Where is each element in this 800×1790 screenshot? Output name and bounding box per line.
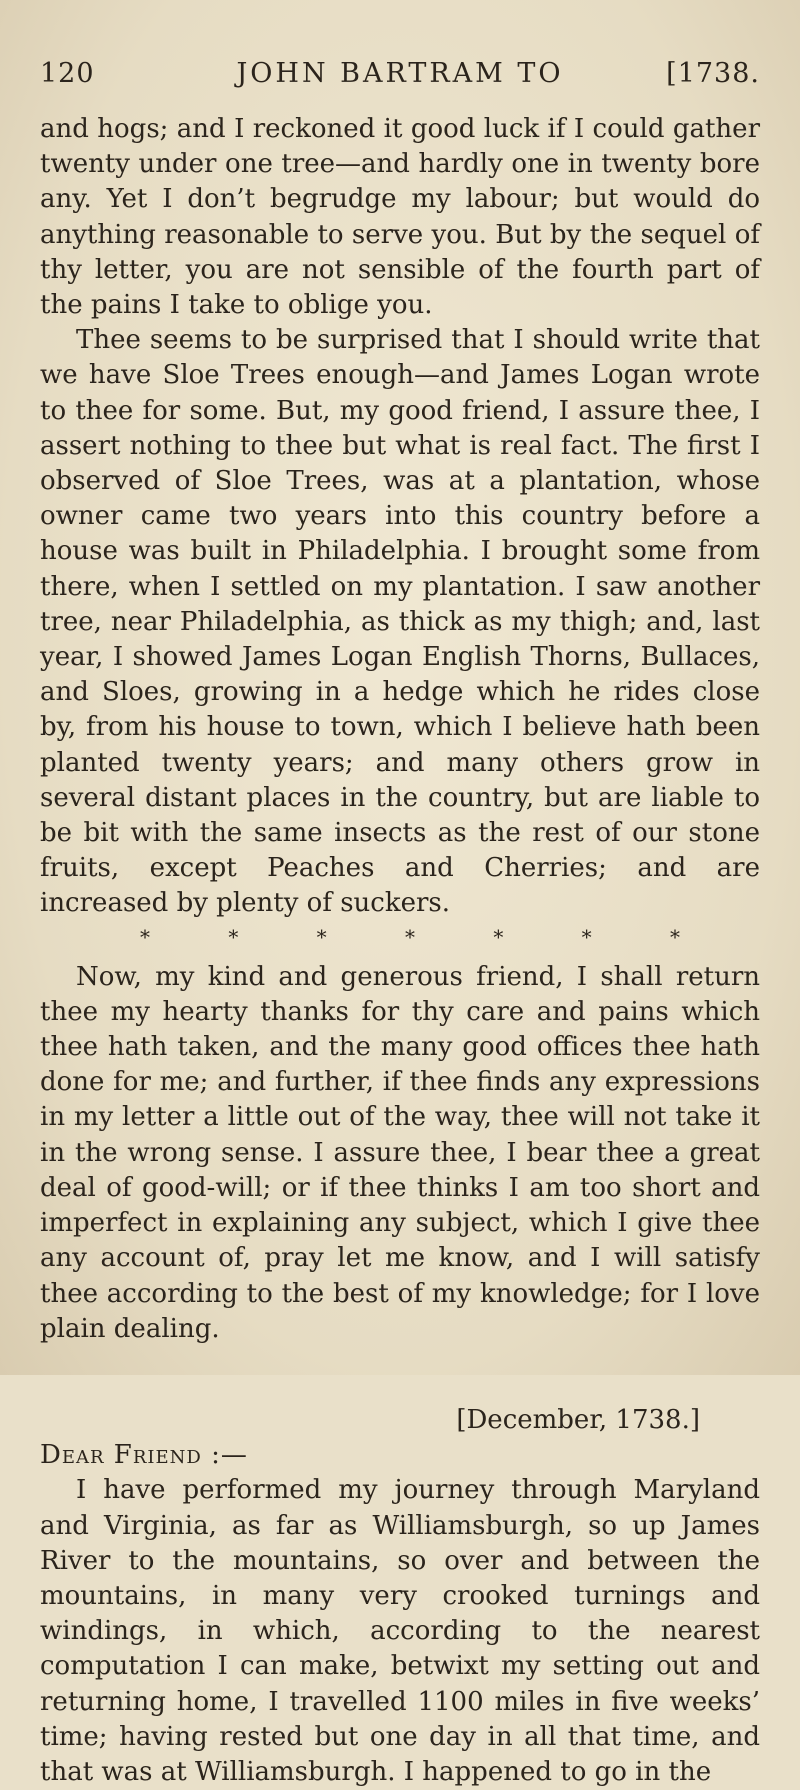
- header-year: [1738.: [666, 58, 760, 89]
- paragraph-thanks: Now, my kind and generous friend, I shall return thee my hearty thanks for thy care and pains which thee hath taken, and the many good offices thee hath done for me; and further, if thee finds any expressions in my letter a little out of the way, thee will not take it in the wrong sense. I assure thee, I bear thee a great deal of good-will; or if thee thinks I am too short and imperfect in explaining any subject, which I give thee any account of, pray let me know, and I will satisfy thee according to the best of my knowledge; for I love plain dealing.: [40, 961, 760, 1344]
- letter-paragraph: I have performed my journey through Maryland and Virginia, as far as Williamsburgh, so up James River to the mountains, so over and between the mountains, in many very crooked turnings and windings, in which, according to the nearest computation I can make, betwixt my setting out and returning home, I travelled 1100 miles in five weeks’ time; having rested but one day in all that time, and that was at Williamsburgh. I happened to go in the: [40, 1475, 760, 1787]
- separator-star: *: [493, 924, 504, 949]
- separator-star: *: [228, 924, 239, 949]
- separator-star: *: [140, 924, 150, 949]
- separator-star: *: [669, 924, 680, 949]
- paragraph-sloe-trees: Thee seems to be surprised that I should write that we have Sloe Trees enough—and James Logan wrote to thee for some. But, my good friend, I assure thee, I assert nothing to thee but what is real fact. The first I observed of Sloe Trees, was at a plantation, whose owner came two years into this country before a house was built in Philadelphia. I brought some from there, when I settled on my plantation. I saw another tree, near Philadelphia, as thick as my thigh; and, last year, I showed James Logan English Thorns, Bullaces, and Sloes, growing in a hedge which he rides close by, from his house to town, which I believe hath been planted twenty years; and many others grow in several distant places in the country, but are liable to be bit with the same insects as the rest of our stone fruits, except Peaches and Cherries; and are increased by plenty of suckers.: [40, 325, 760, 919]
- letter-dateline: [December, 1738.]: [456, 1404, 700, 1435]
- separator-star: *: [404, 924, 415, 949]
- separator-star: *: [316, 924, 327, 949]
- page-number: 120: [40, 58, 95, 89]
- letter-salutation: Dear Friend :—: [40, 1440, 248, 1471]
- body-text: [40, 112, 760, 1790]
- section-separator: [40, 922, 760, 960]
- paragraph-continued: and hogs; and I reckoned it good luck if I could gather twenty under one tree—and hardly one in twenty bore any. Yet I don’t begrudge my labour; but would do anything reasonable to serve you. But by the sequel of thy letter, you are not sensible of the fourth part of the pains I take to oblige you.: [40, 114, 760, 321]
- running-title: JOHN BARTRAM TO: [236, 58, 564, 89]
- running-header: [40, 58, 760, 98]
- separator-star: *: [581, 924, 592, 949]
